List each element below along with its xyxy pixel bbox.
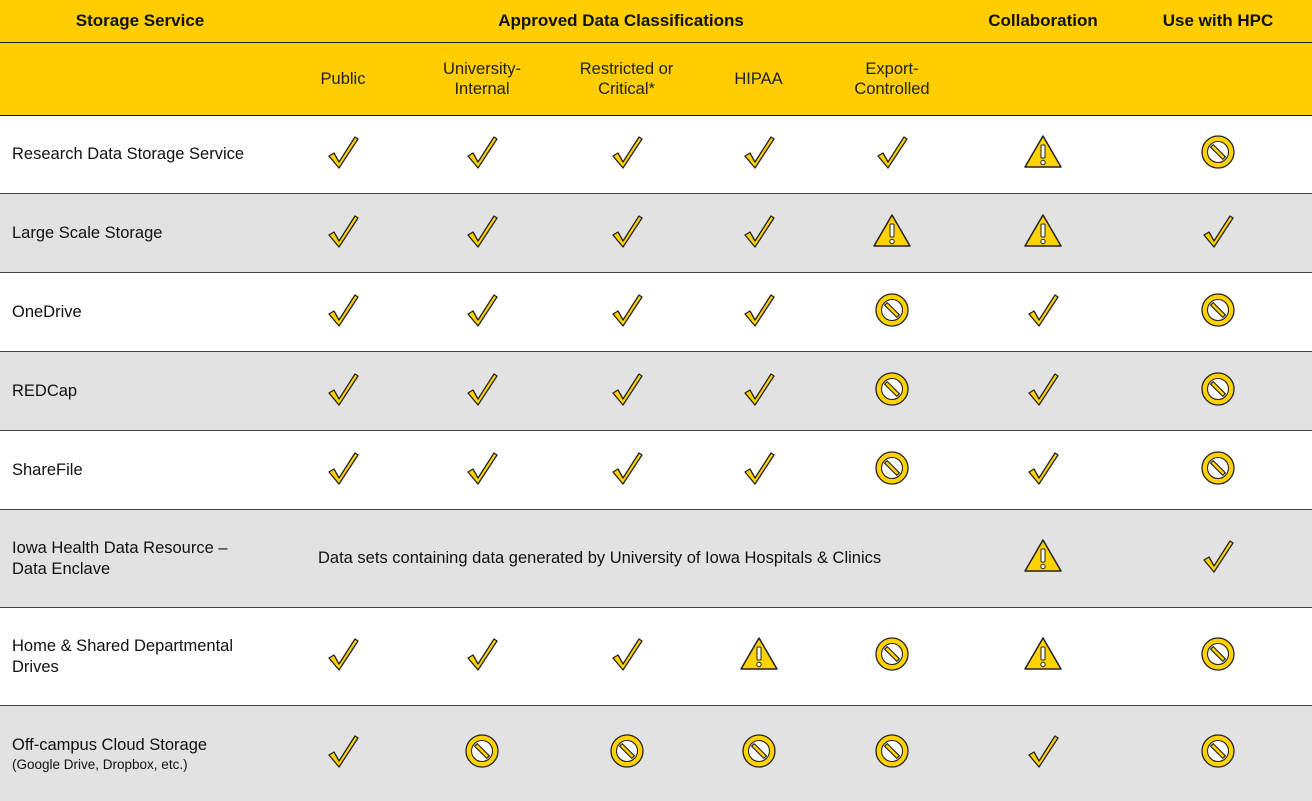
subheader-empty	[1124, 43, 1312, 116]
check-icon	[326, 450, 360, 491]
cell-collaboration	[962, 431, 1124, 510]
check-icon	[610, 292, 644, 333]
subheader-empty	[0, 43, 280, 116]
cell-export-controlled	[822, 431, 962, 510]
warning-icon	[1023, 213, 1063, 254]
subheader-hipaa-label: HIPAA	[734, 70, 782, 88]
check-icon	[610, 213, 644, 254]
subheader-export-controlled	[822, 43, 962, 116]
table-row	[0, 352, 1312, 431]
subheader-restricted-critical	[558, 43, 695, 116]
subheader-label-line2: Internal	[454, 80, 509, 98]
prohibited-icon	[463, 732, 501, 775]
cell-university-internal	[406, 608, 558, 706]
cell-university-internal	[406, 431, 558, 510]
table-row	[0, 273, 1312, 352]
service-name-line1: Home & Shared Departmental	[12, 637, 233, 655]
subheader-label-line1: University-	[443, 60, 521, 78]
subheader-hipaa	[695, 43, 822, 116]
service-name-line1: OneDrive	[12, 303, 82, 321]
subheader-label-line1: Export-	[865, 60, 918, 78]
cell-hipaa	[695, 194, 822, 273]
cell-public	[280, 352, 406, 431]
cell-public	[280, 116, 406, 194]
cell-use-with-hpc	[1124, 116, 1312, 194]
cell-collaboration	[962, 352, 1124, 431]
cell-use-with-hpc	[1124, 510, 1312, 608]
check-icon	[742, 292, 776, 333]
storage-service-name	[0, 116, 280, 194]
check-icon	[1201, 538, 1235, 579]
cell-use-with-hpc	[1124, 273, 1312, 352]
check-icon	[610, 636, 644, 677]
subheader-empty	[962, 43, 1124, 116]
check-icon	[326, 371, 360, 412]
storage-service-name	[0, 273, 280, 352]
warning-icon	[872, 213, 912, 254]
check-icon	[742, 134, 776, 175]
subheader-row	[0, 43, 1312, 116]
table-row	[0, 510, 1312, 608]
check-icon	[326, 134, 360, 175]
prohibited-icon	[873, 449, 911, 492]
header-storage-service: Storage Service	[0, 0, 280, 43]
prohibited-icon	[873, 291, 911, 334]
prohibited-icon	[873, 732, 911, 775]
check-icon	[1026, 292, 1060, 333]
storage-service-name	[0, 510, 280, 608]
check-icon	[1201, 213, 1235, 254]
prohibited-icon	[1199, 370, 1237, 413]
cell-university-internal	[406, 116, 558, 194]
check-icon	[610, 450, 644, 491]
cell-export-controlled	[822, 273, 962, 352]
service-examples: (Google Drive, Dropbox, etc.)	[12, 756, 280, 773]
service-name-line2: Data Enclave	[12, 560, 110, 578]
header-collaboration: Collaboration	[962, 0, 1124, 43]
check-icon	[326, 213, 360, 254]
service-name-line1: Off-campus Cloud Storage	[12, 736, 207, 754]
storage-service-name	[0, 608, 280, 706]
cell-use-with-hpc	[1124, 194, 1312, 273]
cell-export-controlled	[822, 194, 962, 273]
data-classification-note: Data sets containing data generated by University of Iowa Hospitals & Clinics	[280, 510, 962, 608]
cell-hipaa	[695, 116, 822, 194]
cell-collaboration	[962, 116, 1124, 194]
service-name-line1: Large Scale Storage	[12, 224, 162, 242]
check-icon	[1026, 371, 1060, 412]
warning-icon	[1023, 636, 1063, 677]
check-icon	[465, 134, 499, 175]
cell-export-controlled	[822, 352, 962, 431]
cell-public	[280, 431, 406, 510]
warning-icon	[739, 636, 779, 677]
cell-public	[280, 194, 406, 273]
subheader-university-internal	[406, 43, 558, 116]
cell-hipaa	[695, 608, 822, 706]
cell-hipaa	[695, 273, 822, 352]
cell-restricted-critical	[558, 116, 695, 194]
table-row	[0, 431, 1312, 510]
prohibited-icon	[1199, 732, 1237, 775]
check-icon	[465, 292, 499, 333]
prohibited-icon	[873, 635, 911, 678]
cell-collaboration	[962, 194, 1124, 273]
cell-export-controlled	[822, 608, 962, 706]
check-icon	[610, 371, 644, 412]
cell-university-internal	[406, 352, 558, 431]
prohibited-icon	[1199, 291, 1237, 334]
header-use-with-hpc: Use with HPC	[1124, 0, 1312, 43]
service-name-line1: Iowa Health Data Resource –	[12, 539, 228, 557]
service-name-line1: ShareFile	[12, 461, 83, 479]
subheader-label-line1: Restricted or	[580, 60, 674, 78]
cell-restricted-critical	[558, 431, 695, 510]
cell-collaboration	[962, 510, 1124, 608]
cell-public	[280, 273, 406, 352]
check-icon	[465, 450, 499, 491]
cell-use-with-hpc	[1124, 608, 1312, 706]
subheader-label-line2: Critical*	[598, 80, 655, 98]
subheader-label-line2: Controlled	[854, 80, 929, 98]
storage-service-name	[0, 431, 280, 510]
check-icon	[875, 134, 909, 175]
prohibited-icon	[873, 370, 911, 413]
check-icon	[1026, 450, 1060, 491]
table-row	[0, 116, 1312, 194]
check-icon	[465, 213, 499, 254]
prohibited-icon	[1199, 133, 1237, 176]
prohibited-icon	[1199, 449, 1237, 492]
subheader-public-label: Public	[321, 70, 366, 88]
check-icon	[465, 636, 499, 677]
header-approved-classifications: Approved Data Classifications	[280, 0, 962, 43]
check-icon	[1026, 733, 1060, 774]
check-icon	[465, 371, 499, 412]
check-icon	[742, 371, 776, 412]
service-name-line2: Drives	[12, 658, 59, 676]
cell-public	[280, 608, 406, 706]
check-icon	[742, 450, 776, 491]
prohibited-icon	[740, 732, 778, 775]
check-icon	[326, 733, 360, 774]
cell-export-controlled	[822, 116, 962, 194]
cell-use-with-hpc	[1124, 431, 1312, 510]
cell-collaboration	[962, 273, 1124, 352]
check-icon	[610, 134, 644, 175]
warning-icon	[1023, 538, 1063, 579]
check-icon	[326, 292, 360, 333]
subheader-public	[280, 43, 406, 116]
warning-icon	[1023, 134, 1063, 175]
cell-restricted-critical	[558, 352, 695, 431]
service-name-line1: REDCap	[12, 382, 77, 400]
cell-university-internal	[406, 273, 558, 352]
prohibited-icon	[1199, 635, 1237, 678]
table-row	[0, 194, 1312, 273]
prohibited-icon	[608, 732, 646, 775]
table-body	[0, 116, 1312, 801]
cell-collaboration	[962, 608, 1124, 706]
cell-university-internal	[406, 194, 558, 273]
cell-restricted-critical	[558, 273, 695, 352]
cell-use-with-hpc	[1124, 352, 1312, 431]
check-icon	[742, 213, 776, 254]
cell-hipaa	[695, 352, 822, 431]
cell-hipaa	[695, 431, 822, 510]
header-row	[0, 0, 1312, 43]
storage-service-name	[0, 194, 280, 273]
service-name-line1: Research Data Storage Service	[12, 145, 244, 163]
table-row	[0, 608, 1312, 706]
cell-restricted-critical	[558, 194, 695, 273]
cell-restricted-critical	[558, 608, 695, 706]
check-icon	[326, 636, 360, 677]
storage-service-name	[0, 352, 280, 431]
